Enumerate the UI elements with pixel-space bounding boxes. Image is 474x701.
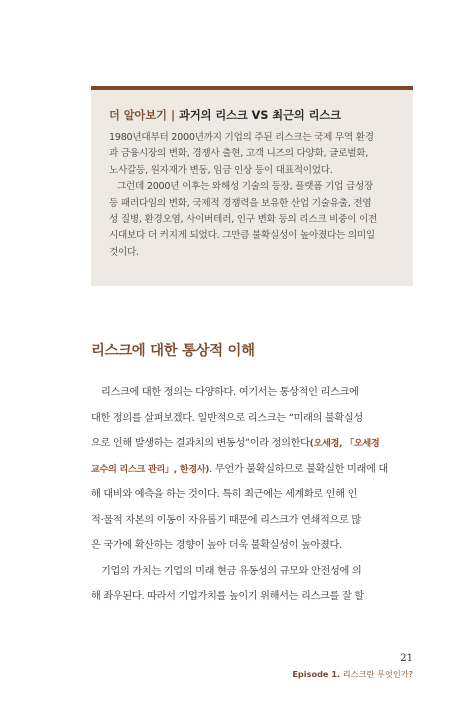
box-line: 등 패러다임의 변화, 국제적 경쟁력을 보유한 산업 기술유출, 전염 — [109, 197, 372, 209]
box-title-label: 더 알아보기 — [109, 109, 167, 122]
section-heading: 리스크에 대한 통상적 이해 — [91, 343, 255, 359]
episode-title: 리스크란 무엇인가? — [342, 669, 413, 679]
citation: 교수의 리스크 관리」, 한경사) — [91, 463, 210, 475]
body-line — [91, 431, 413, 457]
body-line-text: 으로 인해 발생하는 결과치의 변동성”이라 정의한다 — [91, 438, 310, 449]
body-line: 대한 정의를 살펴보겠다. 일반적으로 리스크는 “미래의 불확실성 — [91, 412, 363, 424]
box-title-subject: 과거의 리스크 VS 최근의 리스크 — [179, 109, 342, 122]
sidebar-box-more-info — [91, 86, 413, 286]
box-line: 1980년대부터 2000년까지 기업의 주된 리스크는 국제 무역 환경 — [109, 132, 374, 143]
body-line: 해 대비와 예측을 하는 것이다. 특히 최근에는 세계화로 인해 인 — [91, 489, 358, 500]
box-title-separator: | — [170, 109, 176, 122]
body-line: 은 국가에 확산하는 경향이 높아 더욱 불확실성이 높아졌다. — [91, 540, 342, 551]
page-number: 21 — [400, 653, 413, 664]
box-body — [109, 130, 401, 261]
running-footer — [292, 669, 413, 680]
body-text — [91, 380, 413, 610]
box-line: 시대보다 더 커지게 되었다. 그만큼 불확실성이 높아졌다는 의미일 — [109, 230, 375, 242]
box-line: 성 질병, 환경오염, 사이버테러, 인구 변화 등의 리스크 비중이 이전 — [109, 213, 378, 225]
box-line: 것이다. — [109, 246, 139, 258]
body-line: 기업의 가치는 기업의 미래 현금 유동성의 규모와 안전성에 의 — [101, 565, 362, 577]
episode-label: Episode 1. — [292, 669, 341, 679]
box-line: 노사갈등, 원자재가 변동, 임금 인상 등이 대표적이었다. — [109, 164, 333, 176]
body-line: 리스크에 대한 정의는 다양하다. 여기서는 통상적인 리스크에 — [101, 387, 359, 398]
body-line: 해 좌우된다. 따라서 기업가치를 높이기 위해서는 리스크를 잘 할 — [91, 591, 364, 602]
box-title — [109, 107, 341, 123]
body-line — [91, 457, 413, 483]
box-line: 과 금융시장의 변화, 경쟁사 출현, 고객 니즈의 다양화, 글로벌화, — [109, 148, 369, 160]
body-line: 적·물적 자본의 이동이 자유롭기 때문에 리스크가 연쇄적으로 많 — [91, 514, 361, 526]
box-line: 그런데 2000년 이후는 와해성 기술의 등장, 플랫폼 기업 급성장 — [117, 181, 374, 193]
citation: (오세경, 「오세경 — [309, 438, 380, 449]
body-line-text: . 무언가 불확실하므로 불확실한 미래에 대 — [209, 463, 388, 475]
